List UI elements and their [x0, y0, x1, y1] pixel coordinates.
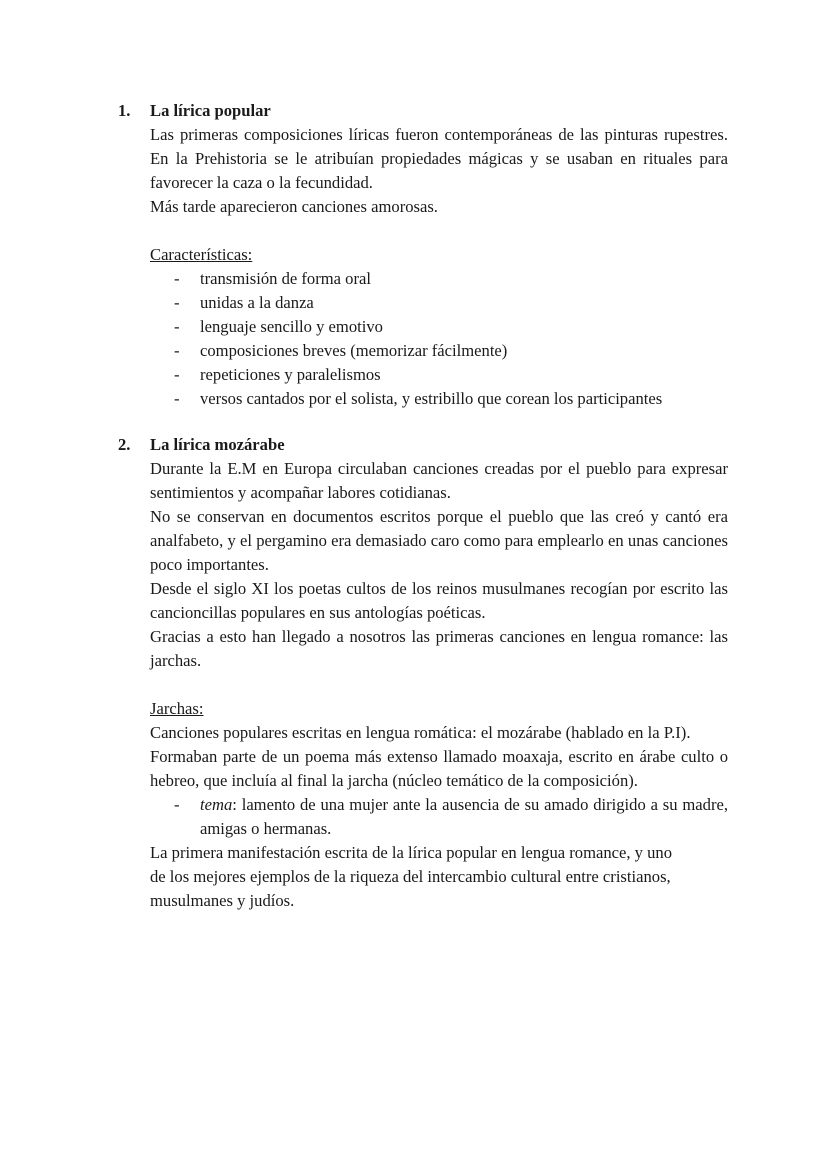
section-lirica-mozarabe [118, 433, 728, 913]
section-heading [118, 99, 728, 123]
list-item [150, 267, 728, 291]
subheading-jarchas: Jarchas: [150, 699, 204, 718]
list-item-text: composiciones breves (memorizar fácilmente) [200, 341, 508, 360]
list-item [150, 315, 728, 339]
dash-bullet: - [174, 269, 180, 288]
section-number: 2. [118, 435, 131, 454]
list-item-text: versos cantados por el solista, y estribillo que corean los participantes [200, 389, 663, 408]
dash-bullet: - [174, 365, 180, 384]
list-item [150, 339, 728, 363]
paragraph: Formaban parte de un poema más extenso llamado moaxaja, escrito en árabe culto o hebreo, que incluía al final la jarcha (núcleo temático de la composición). [150, 747, 728, 790]
dash-bullet: - [174, 317, 180, 336]
list-item-text [200, 793, 728, 841]
characteristics-list [150, 267, 728, 411]
list-item-text: lenguaje sencillo y emotivo [200, 317, 383, 336]
tema-list [150, 793, 728, 841]
list-item [150, 793, 728, 841]
section-lirica-popular [118, 99, 728, 411]
section-body [150, 457, 728, 913]
closing-line: La primera manifestación escrita de la lírica popular en lengua romance, y uno [150, 843, 673, 862]
dash-bullet: - [174, 795, 180, 814]
list-item [150, 387, 728, 411]
closing-line: de los mejores ejemplos de la riqueza del intercambio cultural entre cristianos, [150, 867, 671, 886]
closing-line: musulmanes y judíos. [150, 891, 295, 910]
blank-line [150, 219, 728, 243]
list-item [150, 363, 728, 387]
list-item-text: repeticiones y paralelismos [200, 365, 381, 384]
dash-bullet: - [174, 293, 180, 312]
list-item-text: transmisión de forma oral [200, 269, 371, 288]
section-body [150, 123, 728, 411]
paragraph: Desde el siglo XI los poetas cultos de los reinos musulmanes recogían por escrito las cancioncillas populares en sus antologías poéticas. [150, 579, 728, 622]
section-number: 1. [118, 101, 131, 120]
subheading-caracteristicas: Características: [150, 245, 253, 264]
section-title: La lírica popular [150, 101, 271, 120]
tema-label: tema [200, 795, 233, 814]
section-title: La lírica mozárabe [150, 435, 285, 454]
paragraph: Durante la E.M en Europa circulaban canciones creadas por el pueblo para expresar sentimientos y acompañar labores cotidianas. [150, 459, 728, 502]
dash-bullet: - [174, 341, 180, 360]
section-heading [118, 433, 728, 457]
paragraph: No se conservan en documentos escritos porque el pueblo que las creó y cantó era analfabeto, y el pergamino era demasiado caro como para emplearlo en unas canciones poco importantes. [150, 507, 728, 574]
paragraph: Más tarde aparecieron canciones amorosas. [150, 197, 438, 216]
tema-text: : lamento de una mujer ante la ausencia de su amado dirigido a su madre, amigas o hermanas. [200, 795, 728, 838]
list-item [150, 291, 728, 315]
paragraph: Gracias a esto han llegado a nosotros las primeras canciones en lengua romance: las jarchas. [150, 627, 728, 670]
list-item-text: unidas a la danza [200, 293, 314, 312]
paragraph: Las primeras composiciones líricas fueron contemporáneas de las pinturas rupestres. En la Prehistoria se le atribuían propiedades mágicas y se usaban en rituales para favorecer la caza o la fecundidad. [150, 125, 728, 192]
dash-bullet: - [174, 389, 180, 408]
paragraph: Canciones populares escritas en lengua romática: el mozárabe (hablado en la P.I). [150, 723, 691, 742]
blank-line [150, 673, 728, 697]
